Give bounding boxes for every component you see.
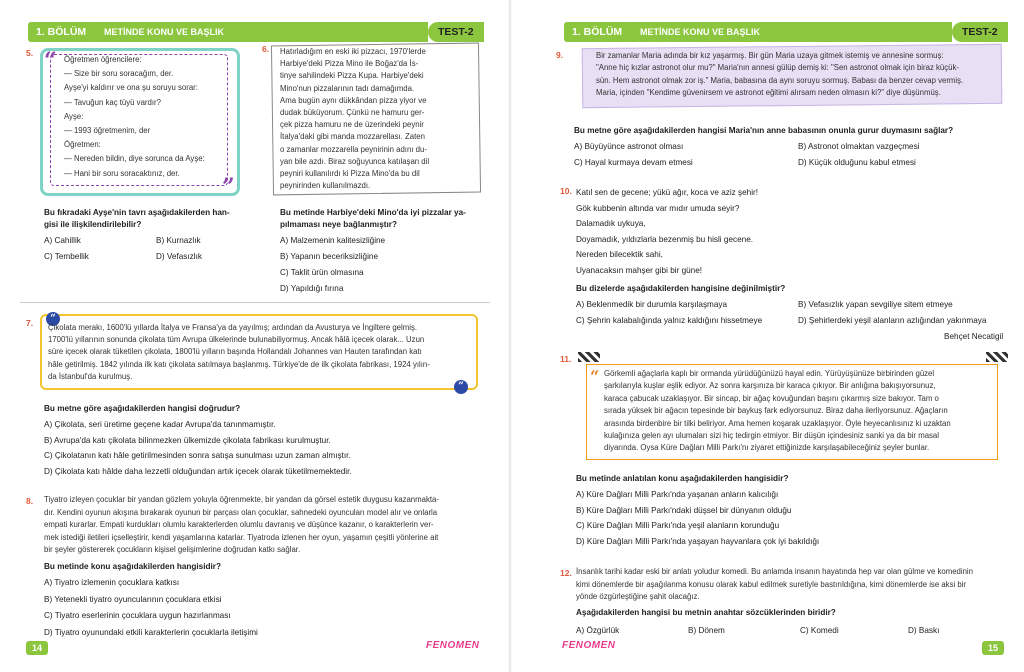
q5-line: Öğretmen: (64, 140, 101, 150)
q10-line: Dalamadık uykuya, (576, 219, 646, 229)
q8-line: dır. Kendini oyunun akışına bırakarak oyunun bir parçası olan çocuklar, sahnedeki oyuncuları model alır ve onlarla (44, 507, 438, 517)
q9-option-c[interactable]: C) Hayal kurmaya devam etmesi (574, 158, 693, 167)
q6-line: Harbiye'deki Pizza Mino ile Boğaz'da İs- (280, 59, 419, 69)
q6-line: dudak büküyorum. Çünkü ne hamuru ger- (280, 108, 425, 117)
q9-option-b[interactable]: B) Astronot olmaktan vazgeçmesi (798, 142, 920, 151)
q6-option-b[interactable]: B) Yapanın beceriksizliğine (280, 252, 379, 261)
q11-option[interactable]: A) Küre Dağları Milli Parkı'nda yaşanan anların kalıcılığı (576, 490, 779, 499)
q9-line: Maria, içinden "Kendime güvenirsem ve astronot eğitimi alırsam neden olmasın ki?" diye düşünmüş. (596, 88, 941, 98)
page-number: 15 (982, 641, 1004, 655)
right-header (512, 22, 1024, 42)
q9-option-a[interactable]: A) Büyüyünce astronot olması (574, 142, 684, 151)
q12-line: yönde özgürleştiğine şahit olacağız. (576, 592, 700, 602)
chapter-label: 1. BÖLÜM (28, 22, 94, 42)
open-quote-icon: “ (46, 312, 60, 326)
q11-line: diyarında. Oysa Küre Dağları Milli Parkı'nı ziyaret ettiğinizde karşılaşabileceğiniz şeyler bunlar. (604, 443, 930, 453)
q12-option-a[interactable]: A) Özgürlük (576, 626, 620, 635)
q5-line: Ayşe'yi kaldırır ve ona şu soruyu sorar: (64, 83, 198, 93)
topic-label: METİNDE KONU VE BAŞLIK (92, 22, 428, 42)
q10-option-b[interactable]: B) Vefasızlık yapan sevgiliye sitem etmeye (798, 300, 953, 309)
q10-author: Behçet Necatigil (944, 332, 1004, 341)
q5-line: — Nereden bildin, diye sorunca da Ayşe: (64, 154, 205, 164)
q9-line: sün. Hem astronot olmak zor iş." Maria, babasına da aynı soruyu sormuş. Babası da benzer cevap vermiş. (596, 75, 964, 85)
q7-option[interactable]: D) Çikolata katı hâlde daha lezzetli olduğundan artık içecek olarak tüketilmemektedir. (44, 466, 352, 476)
q7-line: hâle getirilmiş. 1842 yılında ilk katı çikolata satılmaya başlanmış. Türkiye'de de ilk çikolata fabrikası, 1924 yılın- (48, 359, 430, 369)
page-number: 14 (26, 641, 48, 655)
q11-line: şarkılarıyla kuşlar eşlik ediyor. Az sonra karşınıza bir karaca çıkıyor. Bir anlığına bakışıyorsunuz, (604, 381, 936, 391)
q10-line: Uyanacaksın mahşer gibi bir güne! (576, 266, 703, 275)
q5-option-d[interactable]: D) Vefasızlık (156, 252, 202, 261)
q5-option-a[interactable]: A) Cahillik (44, 236, 81, 245)
q12-line: İnsanlık tarihi kadar eski bir anlatı yoludur komedi. Bu anlamda insanın hayatında hep var olan gülme ve komedinin (576, 567, 974, 576)
q6-question-1: Bu metinde Harbiye'deki Mino'da iyi pizzalar ya- (280, 208, 466, 217)
q5-line: — Hani bir soru soracaktınız, der. (64, 168, 180, 178)
q7-line: da İstanbul'da kurulmuş. (48, 371, 133, 381)
q11-option[interactable]: B) Küre Dağları Milli Parkı'ndaki düşsel bir dünyanın olduğu (576, 505, 792, 515)
q11-number: 11. (560, 354, 572, 364)
q5-question-1: Bu fıkradaki Ayşe'nin tavrı aşağıdakilerden han- (44, 208, 230, 217)
stripe-decoration (578, 352, 600, 362)
chapter-label: 1. BÖLÜM (564, 22, 630, 42)
q6-option-d[interactable]: D) Yapıldığı fırına (280, 284, 344, 293)
q7-line: Çikolata merakı, 1600'lü yıllarda İtalya ve Fransa'ya da yayılmış; ardından da Avusturya ve İngiltere gelmiş. (48, 323, 418, 332)
q10-number: 10. (560, 186, 572, 196)
q8-line: empati kurarlar. Empati kurdukları olumlu karakterlerden olumlu davranış ve düşünce kazanır, o karakterlerin ver- (44, 520, 434, 530)
q5-number: 5. (26, 48, 34, 58)
q11-option[interactable]: C) Küre Dağları Milli Parkı'nda yeşil alanların korunduğu (576, 521, 780, 531)
q7-option[interactable]: C) Çikolatanın katı hâle getirilmesinden sonra satışa sunulması uzun zaman almıştır. (44, 451, 351, 461)
q8-line: mek istediği iletileri içselleştirir, kendi yaşamlarına katarlar. Tiyatroda izlenen her oyun, yaşamın çeşitli yönlerine ait (44, 532, 439, 542)
q6-line: Mino'nun pizzalarının tadı damağımda. (280, 83, 415, 93)
q6-option-a[interactable]: A) Malzemenin kalitesizliğine (280, 236, 386, 245)
q7-line: 1700'lü yıllarının sonunda çikolata tüm Avrupa ülkelerinde bulunabiliyormuş. Ancak hâlâ içecek olarak... Uzun (48, 335, 425, 345)
q6-option-c[interactable]: C) Taklit ürün olmasına (280, 268, 364, 277)
q8-option[interactable]: C) Tiyatro eserlerinin çocuklara uygun hazırlanması (44, 611, 231, 621)
q8-option[interactable]: A) Tiyatro izlemenin çocuklara katkısı (44, 578, 180, 587)
q11-line: kulağınıza gelen ayı ulumaları sizi hiç tedirgin etmiyor. Bir düşün içindesiniz sanki ya da bir masal (604, 431, 939, 440)
right-page (512, 0, 1024, 672)
q10-line: Katıl sen de gecene; yükü ağır, koca ve aziz şehir! (576, 188, 759, 197)
q7-line: süre içecek olarak tüketilen çikolata, 1800'lü yılların başında Hollandalı Johannes van Hauten tarafından katı (48, 347, 422, 357)
q8-question: Bu metinde konu aşağıdakilerden hangisidir? (44, 562, 221, 571)
close-quote-icon: ” (454, 380, 468, 394)
q5-option-c[interactable]: C) Tembellik (44, 252, 89, 261)
q5-line: — Size bir soru soracağım, der. (64, 69, 174, 79)
q12-question: Aşağıdakilerden hangisi bu metnin anahtar sözcüklerinden biridir? (576, 608, 836, 617)
q12-number: 12. (560, 568, 572, 578)
q7-option[interactable]: B) Avrupa'da katı çikolata bilinmezken ülkemizde çikolata fabrikası kurulmuştur. (44, 435, 331, 445)
q8-line: bir şeyler göstererek çocukların kişisel gelişimlerine doğrudan katkı sağlar. (44, 545, 301, 555)
q11-line: Görkemli ağaçlarla kaplı bir ormanda yürüdüğünüzü hayal edin. Yürüyüşünüze birbirinden güzel (604, 369, 935, 378)
q10-option-c[interactable]: C) Şehrin kalabalığında yalnız kaldığını hissetmeye (576, 316, 763, 325)
q10-line: Doyamadık, yıldızlarla bezenmiş bu hisli gecene. (576, 234, 754, 244)
q9-question: Bu metne göre aşağıdakilerden hangisi Maria'nın anne babasının onunla gurur duymasını sağlar? (574, 126, 954, 135)
q12-line: kimi dönemlerde bir aşağılanma konusu olarak kabul edilmek suretiyle bastırıldığına, kimi dönemlerde ise aksi bir (576, 579, 967, 589)
q6-question-2: pılmaması neye bağlanmıştır? (280, 220, 397, 229)
publisher-logo: FENOMEN (426, 640, 480, 651)
q11-question: Bu metinde anlatılan konu aşağıdakilerden hangisidir? (576, 474, 789, 483)
q11-line: karaca çabucak uzaklaşıyor. Bir sincap, bir ağaç kovuğundan başını çıkarmış size bakıyor. Tam o (604, 393, 939, 403)
open-quote-icon: “ (44, 48, 57, 74)
open-quote-icon: “ (590, 367, 600, 386)
q6-line: Ama bugün aynı dükkândan pizza yiyor ve (280, 95, 427, 105)
q6-line: peynirinden kullanılmazdı. (280, 181, 371, 191)
q6-line: peyniri kullanılırdı ki Pizza Mino'da bu dil (280, 169, 420, 178)
q6-number: 6. (262, 44, 270, 54)
q8-option[interactable]: D) Tiyatro oyunundaki etkili karakterlerin çocuklarla iletişimi (44, 627, 258, 637)
q7-question: Bu metne göre aşağıdakilerden hangisi doğrudur? (44, 404, 241, 413)
q8-number: 8. (26, 496, 34, 506)
q10-line: Gök kubbenin altında var mıdır umuda seyir? (576, 203, 740, 213)
q9-option-d[interactable]: D) Küçük olduğunu kabul etmesi (798, 158, 916, 167)
q11-option[interactable]: D) Küre Dağları Milli Parkı'nda yaşayan hayvanlara çok iyi bakıldığı (576, 536, 820, 546)
q5-question-2: gisi ile ilişkilendirilebilir? (44, 220, 142, 229)
q12-option-d[interactable]: D) Baskı (908, 626, 940, 635)
q6-line: o zamanlar mozzarella peynirinin adını du- (280, 144, 427, 154)
q8-option[interactable]: B) Yetenekli tiyatro oyuncularının çocuklara etkisi (44, 594, 222, 604)
q9-number: 9. (556, 50, 564, 60)
test-label: TEST-2 (428, 22, 484, 42)
q10-line: Nereden bilecektik sahi, (576, 250, 663, 260)
q9-line: Bir zamanlar Maria adında bir kız yaşarmış. Bir gün Maria uzaya gitmek istemiş ve annesine sormuş: (596, 51, 944, 60)
q10-option-d[interactable]: D) Şehirlerdeki yeşil alanların azlığından yakınmaya (798, 316, 987, 325)
q5-line: Öğretmen öğrencilere: (64, 55, 142, 64)
q9-line: "Anne hiç kızlar astronot olur mu?" Maria'nın annesi gülüp demiş ki: "Sen astronot olmak için biraz küçük- (596, 63, 959, 73)
close-quote-icon: ” (222, 174, 235, 200)
q5-option-b[interactable]: B) Kurnazlık (156, 236, 201, 245)
q6-line: Hatırladığım en eski iki pizzacı, 1970'lerde (280, 47, 426, 56)
left-header (0, 22, 512, 42)
q6-line: yan bile azdı. Biraz soğuyunca katılaşan dil (280, 156, 430, 166)
divider (20, 302, 490, 303)
stripe-decoration (986, 352, 1008, 362)
q5-line: Ayşe: (64, 111, 84, 121)
q6-line: çek pizza hamuru ne de üzerindeki peynir (280, 120, 424, 130)
q5-line: — Tavuğun kaç tüyü vardır? (64, 97, 161, 107)
q5-line: — 1993 öğretmenim, der (64, 126, 151, 135)
topic-label: METİNDE KONU VE BAŞLIK (628, 22, 952, 42)
q12-option-c[interactable]: C) Komedi (800, 626, 839, 635)
q11-line: arasında birdenbire bir tilki beliriyor. Ama hemen koşarak uzaklaşıyor. Öyle heyecanlısınız ki uzaktan (604, 418, 951, 428)
q7-number: 7. (26, 318, 34, 328)
q11-line: sırada yüksek bir ağacın tepesinde bir baykuş fark ediyorsunuz. Biraz daha ilerliyorsunuz. Ağaçların (604, 406, 948, 416)
q7-option[interactable]: A) Çikolata, seri üretime geçene kadar Avrupa'da tanınmamıştır. (44, 420, 276, 429)
q6-line: İtalya'daki gibi manda mozzarellası. Zaten (280, 132, 425, 142)
q10-question: Bu dizelerde aşağıdakilerden hangisine değinilmiştir? (576, 284, 786, 293)
q10-option-a[interactable]: A) Beklenmedik bir durumla karşılaşmaya (576, 300, 728, 309)
q8-line: Tiyatro izleyen çocuklar bir yandan gözlem yoluyla öğrenmekte, bir yandan da görsel estetik duygusu kazanmakta- (44, 495, 439, 504)
test-label: TEST-2 (952, 22, 1008, 42)
q12-option-b[interactable]: B) Dönem (688, 626, 725, 635)
publisher-logo: FENOMEN (562, 640, 616, 651)
q6-line: tinye sahilindeki Pizza Kupa. Harbiye'deki (280, 71, 424, 81)
